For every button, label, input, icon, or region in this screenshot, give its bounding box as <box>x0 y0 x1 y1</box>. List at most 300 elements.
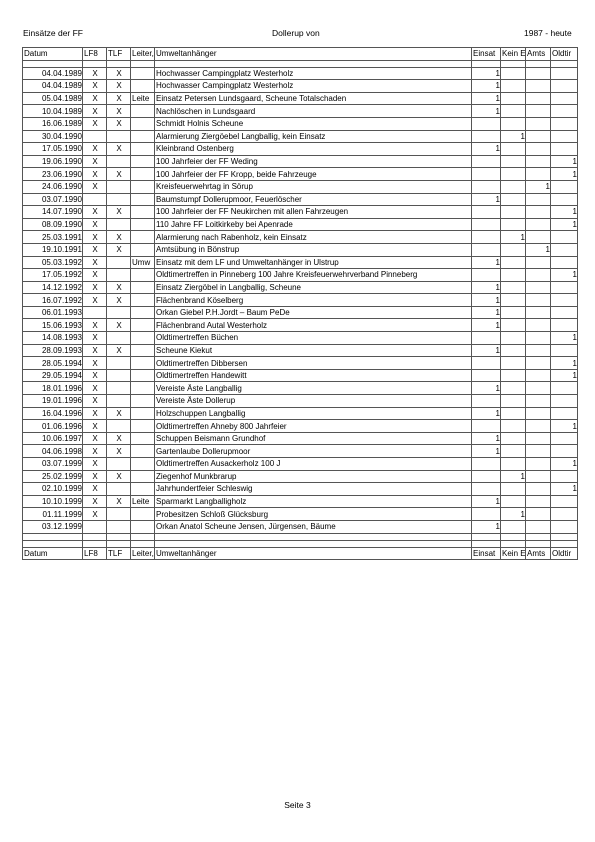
table-row <box>23 357 578 370</box>
cell-date: 16.04.1996 <box>23 407 83 420</box>
cell-tlf <box>107 395 131 408</box>
header-left-title: Einsätze der FF <box>23 28 83 38</box>
cell-lf8: X <box>83 67 107 80</box>
cell-amts <box>526 155 551 168</box>
cell-lf8: X <box>83 231 107 244</box>
cell-amts <box>526 445 551 458</box>
cell-kein-einsatz <box>501 306 526 319</box>
cell-lf8: X <box>83 105 107 118</box>
cell-einsatz: 1 <box>472 319 501 332</box>
cell-leiter <box>131 143 155 156</box>
cell-description: Einsatz Ziergöbel in Langballig, Scheune <box>155 281 472 294</box>
cell-description: Schmidt Holnis Scheune <box>155 117 472 130</box>
cell-leiter <box>131 231 155 244</box>
cell-einsatz: 1 <box>472 520 501 533</box>
cell-date: 10.10.1999 <box>23 495 83 508</box>
cell-kein-einsatz: 1 <box>501 231 526 244</box>
cell-date: 04.06.1998 <box>23 445 83 458</box>
cell-tlf: X <box>107 92 131 105</box>
cell-date: 03.07.1999 <box>23 458 83 471</box>
cell-date: 03.07.1990 <box>23 193 83 206</box>
cell-kein-einsatz <box>501 206 526 219</box>
table-row <box>23 382 578 395</box>
cell-leiter <box>131 105 155 118</box>
cell-lf8: X <box>83 168 107 181</box>
cell-amts: 1 <box>526 243 551 256</box>
cell-lf8: X <box>83 206 107 219</box>
cell-tlf <box>107 155 131 168</box>
cell-lf8: X <box>83 180 107 193</box>
cell-amts <box>526 458 551 471</box>
cell-amts <box>526 206 551 219</box>
cell-date: 30.04.1990 <box>23 130 83 143</box>
cell-leiter <box>131 332 155 345</box>
cell-amts <box>526 357 551 370</box>
cell-lf8: X <box>83 445 107 458</box>
cell-amts <box>526 256 551 269</box>
cell-einsatz: 1 <box>472 432 501 445</box>
page-number: Seite 3 <box>284 800 311 810</box>
table-row <box>23 168 578 181</box>
cell-description: 110 Jahre FF Loitkirkeby bei Apenrade <box>155 218 472 231</box>
table-footer <box>23 533 578 560</box>
cell-kein-einsatz: 1 <box>501 508 526 521</box>
cell-kein-einsatz <box>501 445 526 458</box>
cell-lf8: X <box>83 319 107 332</box>
cell-date: 16.06.1989 <box>23 117 83 130</box>
cell-leiter <box>131 445 155 458</box>
cell-lf8: X <box>83 269 107 282</box>
cell-lf8: X <box>83 80 107 93</box>
table-row <box>23 155 578 168</box>
col-header-oldtimer: Oldtir <box>551 48 578 61</box>
cell-oldtimer <box>551 193 578 206</box>
cell-oldtimer <box>551 67 578 80</box>
cell-description: Oldtimertreffen Handewitt <box>155 369 472 382</box>
cell-tlf <box>107 256 131 269</box>
cell-tlf <box>107 520 131 533</box>
cell-kein-einsatz <box>501 117 526 130</box>
cell-description: Oldtimertreffen Büchen <box>155 332 472 345</box>
cell-amts <box>526 281 551 294</box>
cell-leiter <box>131 357 155 370</box>
cell-kein-einsatz <box>501 483 526 496</box>
table-row <box>23 130 578 143</box>
cell-tlf <box>107 458 131 471</box>
cell-description: Alarmierung nach Rabenholz, kein Einsatz <box>155 231 472 244</box>
cell-oldtimer <box>551 445 578 458</box>
cell-einsatz: 1 <box>472 495 501 508</box>
cell-tlf <box>107 218 131 231</box>
cell-lf8: X <box>83 332 107 345</box>
cell-kein-einsatz <box>501 155 526 168</box>
cell-leiter <box>131 520 155 533</box>
cell-tlf: X <box>107 80 131 93</box>
cell-lf8: X <box>83 495 107 508</box>
cell-description: Einsatz Petersen Lundsgaard, Scheune Totalschaden <box>155 92 472 105</box>
cell-amts <box>526 67 551 80</box>
cell-lf8: X <box>83 294 107 307</box>
cell-lf8: X <box>83 243 107 256</box>
cell-oldtimer <box>551 294 578 307</box>
cell-leiter <box>131 281 155 294</box>
cell-leiter <box>131 294 155 307</box>
table-row <box>23 520 578 533</box>
cell-kein-einsatz <box>501 369 526 382</box>
cell-amts <box>526 495 551 508</box>
cell-description: Einsatz mit dem LF und Umweltanhänger in Ulstrup <box>155 256 472 269</box>
cell-date: 05.04.1989 <box>23 92 83 105</box>
cell-oldtimer: 1 <box>551 155 578 168</box>
cell-kein-einsatz <box>501 357 526 370</box>
cell-oldtimer <box>551 117 578 130</box>
cell-amts <box>526 92 551 105</box>
cell-einsatz <box>472 508 501 521</box>
cell-kein-einsatz <box>501 344 526 357</box>
cell-amts <box>526 105 551 118</box>
cell-oldtimer <box>551 344 578 357</box>
cell-leiter <box>131 432 155 445</box>
cell-date: 15.06.1993 <box>23 319 83 332</box>
cell-einsatz <box>472 369 501 382</box>
table-row <box>23 294 578 307</box>
cell-date: 19.01.1996 <box>23 395 83 408</box>
cell-leiter <box>131 344 155 357</box>
cell-oldtimer <box>551 80 578 93</box>
cell-einsatz: 1 <box>472 193 501 206</box>
table-body <box>23 48 578 534</box>
table-row <box>23 143 578 156</box>
cell-description: Orkan Anatol Scheune Jensen, Jürgensen, Bäume <box>155 520 472 533</box>
cell-date: 01.06.1996 <box>23 420 83 433</box>
cell-oldtimer <box>551 243 578 256</box>
cell-leiter <box>131 483 155 496</box>
cell-leiter <box>131 470 155 483</box>
cell-oldtimer: 1 <box>551 420 578 433</box>
cell-oldtimer: 1 <box>551 269 578 282</box>
cell-oldtimer: 1 <box>551 332 578 345</box>
cell-kein-einsatz <box>501 420 526 433</box>
cell-kein-einsatz <box>501 407 526 420</box>
cell-date: 16.07.1992 <box>23 294 83 307</box>
table-row <box>23 243 578 256</box>
cell-leiter <box>131 180 155 193</box>
cell-oldtimer <box>551 319 578 332</box>
cell-lf8: X <box>83 407 107 420</box>
cell-kein-einsatz <box>501 294 526 307</box>
cell-einsatz <box>472 470 501 483</box>
cell-oldtimer <box>551 407 578 420</box>
cell-lf8 <box>83 520 107 533</box>
table-row <box>23 344 578 357</box>
cell-leiter <box>131 80 155 93</box>
cell-kein-einsatz <box>501 105 526 118</box>
cell-description: Hochwasser Campingplatz Westerholz <box>155 80 472 93</box>
cell-leiter <box>131 407 155 420</box>
cell-tlf <box>107 180 131 193</box>
table-row <box>23 180 578 193</box>
cell-date: 10.06.1997 <box>23 432 83 445</box>
table-row <box>23 218 578 231</box>
spacer-row <box>23 533 578 540</box>
cell-leiter <box>131 206 155 219</box>
header-right-period: 1987 - heute <box>524 28 572 38</box>
cell-description: Gartenlaube Dollerupmoor <box>155 445 472 458</box>
cell-description: Oldtimertreffen in Pinneberg 100 Jahre Kreisfeuerwehrverband Pinneberg <box>155 269 472 282</box>
cell-description: Vereiste Äste Langballig <box>155 382 472 395</box>
cell-amts <box>526 231 551 244</box>
cell-oldtimer: 1 <box>551 357 578 370</box>
cell-tlf: X <box>107 407 131 420</box>
cell-date: 06.01.1993 <box>23 306 83 319</box>
col-header-tlf: TLF <box>107 48 131 61</box>
cell-amts <box>526 168 551 181</box>
cell-tlf <box>107 269 131 282</box>
cell-description: 100 Jahrfeier der FF Neukirchen mit allen Fahrzeugen <box>155 206 472 219</box>
cell-lf8: X <box>83 218 107 231</box>
col-header-einsatz: Einsat <box>472 48 501 61</box>
cell-oldtimer <box>551 306 578 319</box>
cell-description: Scheune Kiekut <box>155 344 472 357</box>
table-row <box>23 445 578 458</box>
cell-amts <box>526 483 551 496</box>
cell-einsatz <box>472 218 501 231</box>
cell-lf8: X <box>83 483 107 496</box>
cell-description: Vereiste Äste Dollerup <box>155 395 472 408</box>
cell-leiter: Leite <box>131 495 155 508</box>
cell-description: Ziegenhof Munkbrarup <box>155 470 472 483</box>
cell-kein-einsatz <box>501 256 526 269</box>
cell-date: 04.04.1989 <box>23 80 83 93</box>
cell-lf8 <box>83 130 107 143</box>
cell-einsatz <box>472 395 501 408</box>
cell-description: Alarmierung Ziergöebel Langballig, kein Einsatz <box>155 130 472 143</box>
cell-description: Probesitzen Schloß Glücksburg <box>155 508 472 521</box>
table-row <box>23 306 578 319</box>
cell-einsatz <box>472 168 501 181</box>
col-header-lf8: LF8 <box>83 48 107 61</box>
cell-amts <box>526 407 551 420</box>
spacer-row <box>23 60 578 67</box>
cell-einsatz: 1 <box>472 105 501 118</box>
table-row <box>23 369 578 382</box>
cell-einsatz: 1 <box>472 294 501 307</box>
cell-date: 02.10.1999 <box>23 483 83 496</box>
cell-lf8: X <box>83 344 107 357</box>
cell-kein-einsatz: 1 <box>501 130 526 143</box>
cell-einsatz: 1 <box>472 80 501 93</box>
table-row <box>23 105 578 118</box>
cell-einsatz: 1 <box>472 445 501 458</box>
cell-tlf <box>107 483 131 496</box>
cell-lf8: X <box>83 117 107 130</box>
cell-einsatz: 1 <box>472 281 501 294</box>
cell-date: 14.08.1993 <box>23 332 83 345</box>
cell-einsatz <box>472 420 501 433</box>
cell-einsatz <box>472 130 501 143</box>
cell-leiter <box>131 155 155 168</box>
cell-date: 18.01.1996 <box>23 382 83 395</box>
cell-lf8: X <box>83 420 107 433</box>
cell-date: 04.04.1989 <box>23 67 83 80</box>
cell-oldtimer <box>551 470 578 483</box>
cell-lf8: X <box>83 508 107 521</box>
cell-leiter <box>131 130 155 143</box>
cell-description: Kreisfeuerwehrtag in Sörup <box>155 180 472 193</box>
cell-amts <box>526 395 551 408</box>
table-row <box>23 332 578 345</box>
cell-date: 19.10.1991 <box>23 243 83 256</box>
cell-date: 01.11.1999 <box>23 508 83 521</box>
cell-lf8: X <box>83 281 107 294</box>
cell-lf8: X <box>83 382 107 395</box>
cell-leiter: Umw <box>131 256 155 269</box>
cell-description: Jahrhundertfeier Schleswig <box>155 483 472 496</box>
table-row <box>23 508 578 521</box>
cell-lf8: X <box>83 432 107 445</box>
table-row <box>23 281 578 294</box>
cell-einsatz <box>472 231 501 244</box>
cell-oldtimer <box>551 281 578 294</box>
cell-description: 100 Jahrfeier der FF Weding <box>155 155 472 168</box>
cell-oldtimer: 1 <box>551 458 578 471</box>
cell-kein-einsatz <box>501 382 526 395</box>
cell-tlf <box>107 130 131 143</box>
cell-tlf <box>107 508 131 521</box>
cell-kein-einsatz <box>501 193 526 206</box>
col-footer-amts: Amts <box>526 547 551 560</box>
cell-kein-einsatz <box>501 319 526 332</box>
cell-date: 25.02.1999 <box>23 470 83 483</box>
col-footer-leiter: Leiter, Umweltanhänger <box>132 548 217 558</box>
cell-leiter <box>131 369 155 382</box>
cell-einsatz <box>472 269 501 282</box>
cell-kein-einsatz <box>501 432 526 445</box>
col-header-amts: Amts <box>526 48 551 61</box>
cell-description: Oldtimertreffen Ahneby 800 Jahrfeier <box>155 420 472 433</box>
cell-description: Kleinbrand Ostenberg <box>155 143 472 156</box>
cell-amts <box>526 306 551 319</box>
cell-oldtimer: 1 <box>551 369 578 382</box>
cell-oldtimer <box>551 143 578 156</box>
cell-lf8: X <box>83 369 107 382</box>
cell-date: 23.06.1990 <box>23 168 83 181</box>
table-row <box>23 470 578 483</box>
table-row <box>23 231 578 244</box>
cell-tlf: X <box>107 168 131 181</box>
table-row <box>23 420 578 433</box>
header-center-title: Dollerup von <box>272 28 320 38</box>
cell-description: 100 Jahrfeier der FF Kropp, beide Fahrzeuge <box>155 168 472 181</box>
cell-einsatz <box>472 206 501 219</box>
cell-tlf: X <box>107 231 131 244</box>
cell-amts <box>526 508 551 521</box>
table-row <box>23 319 578 332</box>
cell-date: 08.09.1990 <box>23 218 83 231</box>
cell-einsatz: 1 <box>472 344 501 357</box>
col-footer-kein-einsatz: Kein E <box>502 548 526 558</box>
cell-amts <box>526 143 551 156</box>
cell-einsatz: 1 <box>472 256 501 269</box>
cell-einsatz: 1 <box>472 67 501 80</box>
spacer-row <box>23 540 578 547</box>
col-footer-tlf: TLF <box>107 547 131 560</box>
cell-oldtimer <box>551 130 578 143</box>
cell-kein-einsatz <box>501 218 526 231</box>
cell-tlf: X <box>107 243 131 256</box>
cell-tlf: X <box>107 445 131 458</box>
col-footer-einsatz: Einsat <box>472 547 501 560</box>
table-row <box>23 67 578 80</box>
table-row <box>23 458 578 471</box>
col-footer-oldtimer: Oldtir <box>551 547 578 560</box>
cell-leiter <box>131 382 155 395</box>
table-row <box>23 92 578 105</box>
cell-einsatz <box>472 243 501 256</box>
cell-leiter: Leite <box>131 92 155 105</box>
cell-description: Hochwasser Campingplatz Westerholz <box>155 67 472 80</box>
col-header-kein-einsatz: Kein E <box>502 49 526 59</box>
cell-leiter <box>131 306 155 319</box>
col-header-datum: Datum <box>23 48 83 61</box>
cell-amts <box>526 382 551 395</box>
cell-leiter <box>131 67 155 80</box>
cell-einsatz: 1 <box>472 407 501 420</box>
cell-date: 24.06.1990 <box>23 180 83 193</box>
cell-leiter <box>131 168 155 181</box>
cell-date: 05.03.1992 <box>23 256 83 269</box>
cell-tlf: X <box>107 319 131 332</box>
cell-description: Flächenbrand Autal Westerholz <box>155 319 472 332</box>
cell-einsatz <box>472 155 501 168</box>
cell-kein-einsatz <box>501 92 526 105</box>
cell-oldtimer: 1 <box>551 206 578 219</box>
cell-date: 28.05.1994 <box>23 357 83 370</box>
cell-tlf: X <box>107 432 131 445</box>
cell-lf8: X <box>83 92 107 105</box>
cell-amts <box>526 130 551 143</box>
cell-description: Amtsübung in Bönstrup <box>155 243 472 256</box>
cell-amts <box>526 332 551 345</box>
cell-lf8: X <box>83 470 107 483</box>
table-row <box>23 483 578 496</box>
cell-date: 17.05.1992 <box>23 269 83 282</box>
cell-leiter <box>131 193 155 206</box>
missions-table <box>22 47 578 560</box>
cell-tlf: X <box>107 105 131 118</box>
cell-date: 10.04.1989 <box>23 105 83 118</box>
cell-date: 14.12.1992 <box>23 281 83 294</box>
table-row <box>23 117 578 130</box>
cell-date: 14.07.1990 <box>23 206 83 219</box>
cell-kein-einsatz <box>501 332 526 345</box>
cell-description: Orkan Giebel P.H.Jordt – Baum PeDe <box>155 306 472 319</box>
cell-leiter <box>131 319 155 332</box>
cell-einsatz <box>472 117 501 130</box>
cell-amts <box>526 432 551 445</box>
cell-lf8: X <box>83 458 107 471</box>
cell-leiter <box>131 243 155 256</box>
cell-leiter <box>131 458 155 471</box>
cell-oldtimer <box>551 432 578 445</box>
cell-kein-einsatz <box>501 281 526 294</box>
cell-oldtimer <box>551 495 578 508</box>
cell-tlf: X <box>107 67 131 80</box>
cell-amts <box>526 269 551 282</box>
cell-description: Oldtimertreffen Dibbersen <box>155 357 472 370</box>
cell-date: 25.03.1991 <box>23 231 83 244</box>
cell-oldtimer <box>551 508 578 521</box>
